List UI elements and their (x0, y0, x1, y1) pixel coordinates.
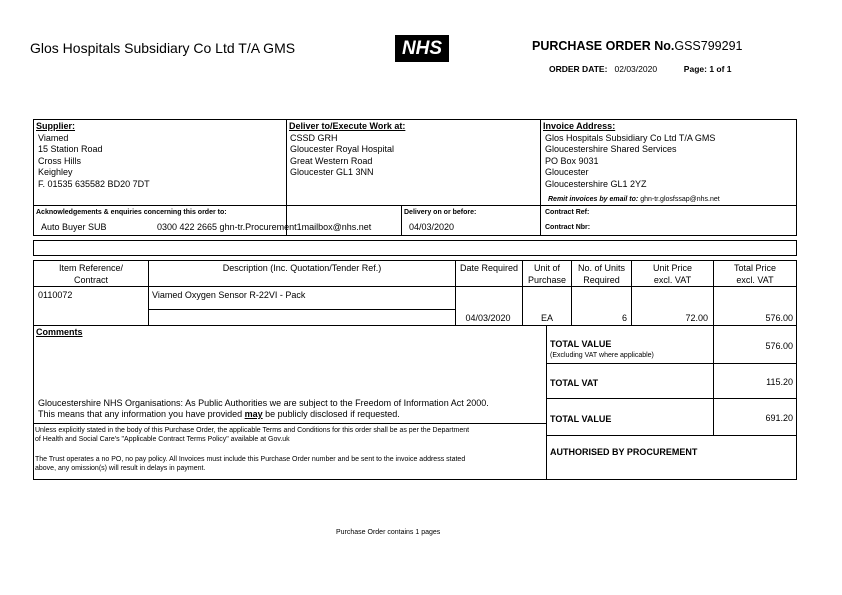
header-required: Required (583, 275, 620, 285)
order-date-row (549, 64, 732, 74)
header-total-price: Total Price (733, 263, 777, 273)
buyer-name: Auto Buyer SUB (41, 222, 107, 232)
terms-line-2: of Health and Social Care's "Applicable Contract Terms Policy" available at Gov.uk (35, 436, 290, 443)
deliver-line: Great Western Road (290, 156, 373, 166)
total-vat: 115.20 (766, 377, 793, 387)
row-date-required: 04/03/2020 (465, 313, 511, 323)
nopo-line-1: The Trust operates a no PO, no pay policy. All Invoices must include this Purchase Order number and be sent to the invoice address stated (35, 456, 466, 463)
header-item-ref: Item Reference/ (58, 263, 124, 273)
invoice-line: Gloucestershire Shared Services (545, 144, 677, 154)
supplier-line: 15 Station Road (38, 144, 103, 154)
order-date-label: ORDER DATE: (549, 64, 608, 74)
header-purchase: Purchase (527, 275, 567, 285)
ack-label: Acknowledgements & enquiries concerning this order to: (36, 209, 227, 216)
po-title-label: PURCHASE ORDER No. (532, 39, 675, 53)
header-date-required: Date Required (459, 263, 519, 273)
comments-label: Comments (36, 327, 83, 337)
supplier-line: F. 01535 635582 BD20 7DT (38, 179, 150, 189)
company-name: Glos Hospitals Subsidiary Co Ltd T/A GMS (30, 40, 296, 56)
row-description: Viamed Oxygen Sensor R-22VI - Pack (152, 290, 306, 300)
deliver-label: Deliver to/Execute Work at: (289, 121, 406, 131)
foi-line-1: Gloucestershire NHS Organisations: As Public Authorities we are subject to the Freedom of Information Act 2000. (38, 398, 489, 408)
supplier-line: Cross Hills (38, 156, 82, 166)
header-excl-vat: excl. VAT (653, 275, 692, 285)
delivery-label: Delivery on or before: (404, 209, 477, 216)
terms-line-1: Unless explicitly stated in the body of this Purchase Order, the applicable Terms and Conditions for this order shall be as per the Department (35, 427, 470, 434)
header-description: Description (Inc. Quotation/Tender Ref.) (222, 263, 382, 273)
excl-vat-note: (Excluding VAT where applicable) (550, 352, 654, 359)
supplier-label: Supplier: (36, 121, 76, 131)
deliver-line: Gloucester GL1 3NN (290, 167, 374, 177)
po-number: GSS799291 (674, 39, 743, 53)
grand-total-label: TOTAL VALUE (550, 414, 612, 424)
header-unit-of: Unit of (533, 263, 560, 273)
supplier-line: Viamed (38, 133, 69, 143)
order-date: 02/03/2020 (614, 64, 658, 74)
foi-may: may (244, 409, 263, 419)
row-qty: 6 (621, 313, 627, 323)
header-total-excl-vat: excl. VAT (736, 275, 774, 285)
header-no-of-units: No. of Units (577, 263, 626, 273)
row-total: 576.00 (765, 313, 793, 323)
nopo-line-2: above, any omission(s) will result in delays in payment. (35, 465, 206, 472)
buyer-contact: 0300 422 2665 ghn-tr.Procurement1mailbox@nhs.net (157, 222, 372, 232)
invoice-line: Gloucestershire GL1 2YZ (545, 179, 647, 189)
foi-line-2 (38, 409, 400, 420)
invoice-line: Glos Hospitals Subsidiary Co Ltd T/A GMS (545, 133, 716, 143)
foi-text-a: This means that any information you have provided (38, 409, 245, 419)
invoice-line: Gloucester (545, 167, 589, 177)
invoice-line: PO Box 9031 (545, 156, 599, 166)
row-unit-price: 72.00 (685, 313, 708, 323)
header-contract: Contract (73, 275, 108, 285)
supplier-line: Keighley (38, 167, 73, 177)
row-item-ref: 0110072 (38, 290, 73, 300)
authorised-label: AUTHORISED BY PROCUREMENT (550, 447, 698, 457)
po-title (532, 39, 742, 53)
deliver-line: Gloucester Royal Hospital (290, 144, 395, 154)
delivery-date: 04/03/2020 (409, 222, 455, 232)
row-unit: EA (540, 313, 553, 323)
total-value-label: TOTAL VALUE (550, 339, 612, 349)
total-value: 576.00 (765, 341, 793, 351)
foi-text-b: be publicly disclosed if requested. (262, 409, 400, 419)
nhs-logo: NHS (395, 35, 449, 62)
remit-row (548, 195, 720, 204)
header-unit-price: Unit Price (652, 263, 692, 273)
remit-email: ghn-tr.glosfssap@nhs.net (640, 196, 720, 203)
total-vat-label: TOTAL VAT (550, 378, 599, 388)
deliver-line: CSSD GRH (290, 133, 338, 143)
contract-ref-label: Contract Ref: (545, 209, 590, 216)
page-value: 1 of 1 (709, 64, 732, 74)
invoice-label: Invoice Address: (543, 121, 616, 131)
remit-label: Remit invoices by email to: (548, 196, 639, 203)
contract-nbr-label: Contract Nbr: (545, 224, 591, 231)
page-label: Page: (683, 64, 707, 74)
pages-note: Purchase Order contains 1 pages (336, 529, 441, 536)
grand-total: 691.20 (765, 413, 793, 423)
